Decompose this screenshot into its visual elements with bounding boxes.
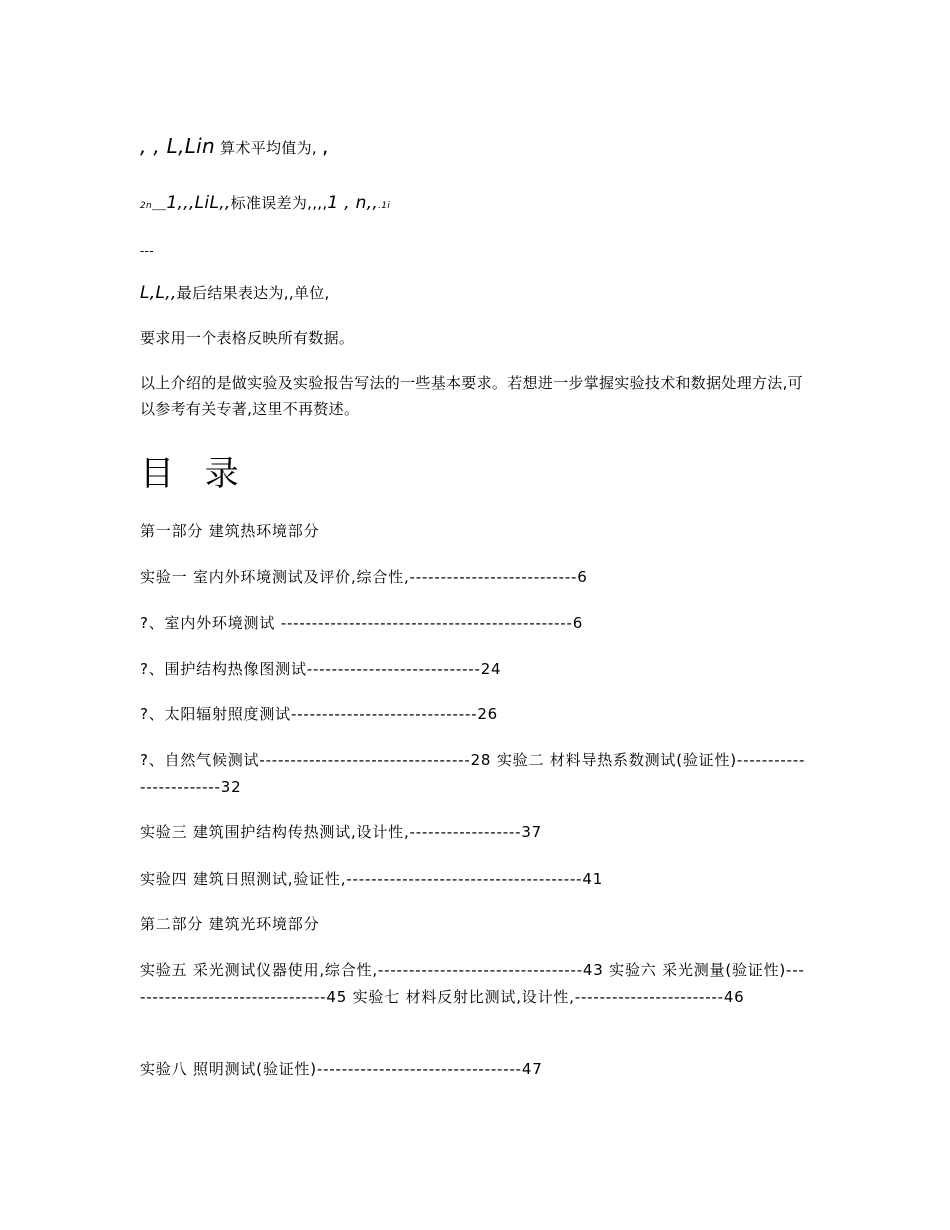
- formula-main: 1,,,LiL,,: [166, 193, 231, 213]
- toc-entry[interactable]: ?、围护结构热像图测试----------------------------24: [140, 660, 502, 678]
- toc-entry[interactable]: 实验五 采光测试仪器使用,综合性,---------------------------------43 实验六 采光测量(验证性)---------------------------------45 实验七 材料反射比测试,设计性,------------------------46: [140, 961, 805, 1006]
- formula-symbols: L,L,,: [140, 283, 177, 303]
- formula-text: 算术平均值为,: [220, 139, 317, 157]
- formula-subscript: 2n___: [140, 201, 167, 211]
- formula-text: 最后结果表达为,,单位,: [176, 284, 330, 302]
- paragraph-intro: 以上介绍的是做实验及实验报告写法的一些基本要求。若想进一步掌握实验技术和数据处理方法,可以参考有关专著,这里不再赘述。: [140, 374, 803, 418]
- formula-dashes: ---: [140, 244, 154, 258]
- formula-line-1: [140, 133, 329, 161]
- toc-entry[interactable]: 第一部分 建筑热环境部分: [140, 522, 320, 540]
- toc-title: 目 录: [140, 454, 249, 494]
- toc-entry[interactable]: ?、太阳辐射照度测试------------------------------26: [140, 705, 499, 723]
- formula-subscript-2: .1i: [378, 201, 391, 211]
- paragraph-table-requirement: 要求用一个表格反映所有数据。: [140, 329, 355, 347]
- toc-entry[interactable]: ?、自然气候测试----------------------------------28 实验二 材料导热系数测试(验证性)------------------------32: [140, 751, 806, 796]
- formula-line-4: [140, 280, 330, 306]
- toc-entry[interactable]: 实验一 室内外环境测试及评价,综合性,---------------------------6: [140, 568, 588, 586]
- toc-entry[interactable]: 第二部分 建筑光环境部分: [140, 915, 320, 933]
- toc-entry[interactable]: 实验四 建筑日照测试,验证性,--------------------------------------41: [140, 870, 604, 888]
- toc-entry[interactable]: 实验八 照明测试(验证性)---------------------------------47: [140, 1060, 543, 1078]
- formula-line-3: [140, 238, 154, 264]
- formula-line-2: [140, 190, 390, 219]
- formula-text: 标准误差为,,,,: [230, 194, 328, 212]
- formula-tail: ,: [322, 134, 329, 158]
- toc-entry[interactable]: ?、室内外环境测试 -----------------------------------------------6: [140, 614, 584, 632]
- toc-entry[interactable]: 实验三 建筑围护结构传热测试,设计性,------------------37: [140, 823, 543, 841]
- formula-tail: 1 , n,,: [327, 193, 379, 213]
- formula-symbols: , , L,Lin: [140, 134, 216, 158]
